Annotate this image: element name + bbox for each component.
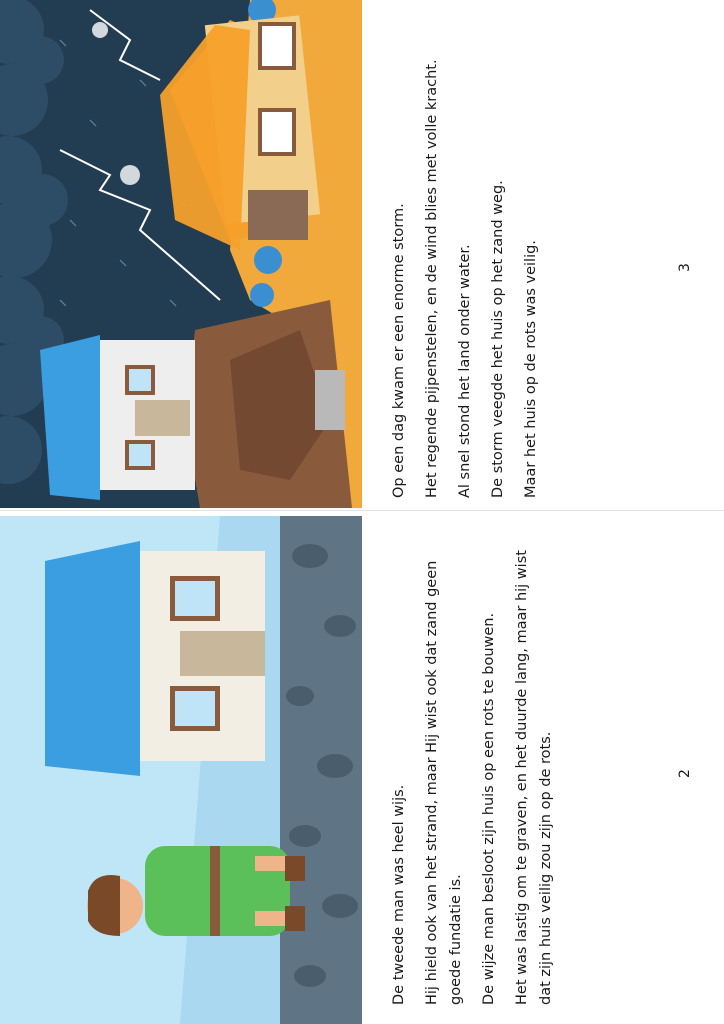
storm-illustration [0, 0, 362, 508]
paragraph: Op een dag kwam er een enorme storm. [391, 203, 407, 498]
paragraph: De tweede man was heel wijs. [391, 784, 407, 1005]
wise-man-illustration [0, 516, 362, 1024]
page-number: 2 [677, 769, 693, 778]
paragraph: Het regende pijpenstelen, en de wind blies met volle kracht. [424, 59, 440, 498]
paragraph: Het was lastig om te graven, en het duurde lang, maar hij wist dat zijn huis veilig zou zijn op de rots. [514, 550, 554, 1005]
page-3-text [387, 18, 552, 498]
paragraph: Hij hield ook van het strand, maar Hij wist ook dat zand geen goede fundatie is. [424, 560, 464, 1005]
paragraph: De storm veegde het huis op het zand weg. [490, 180, 506, 498]
paragraph: De wijze man besloot zijn huis op een rots te bouwen. [481, 612, 497, 1005]
page-2-text [387, 525, 567, 1005]
paragraph: Maar het huis op de rots was veilig. [523, 240, 539, 498]
page-number: 3 [677, 263, 693, 272]
page-divider [0, 510, 724, 511]
paragraph: Al snel stond het land onder water. [457, 244, 473, 498]
